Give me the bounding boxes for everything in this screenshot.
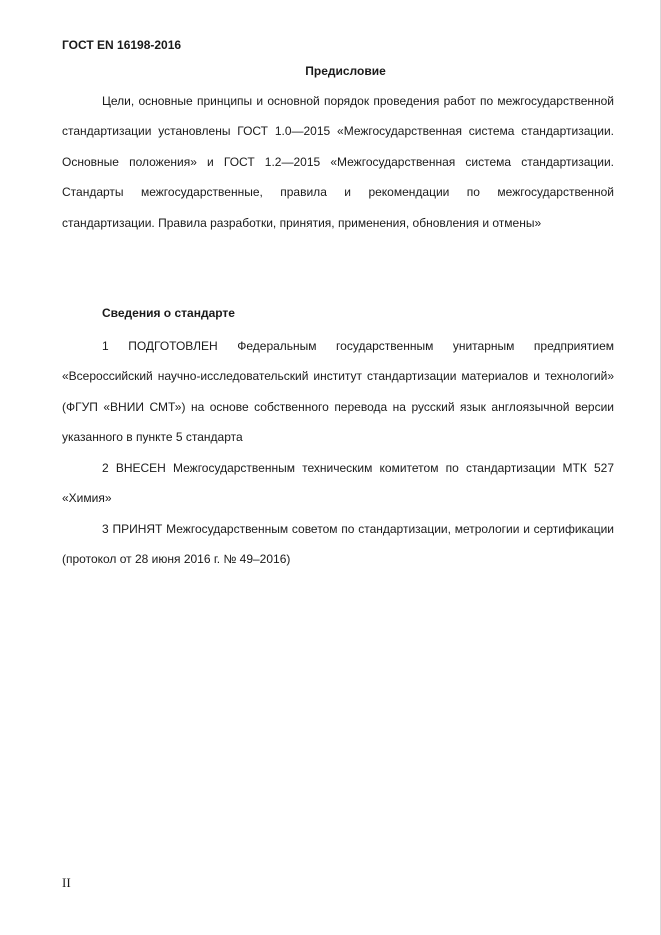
list-item-text: 2 ВНЕСЕН Межгосударственным техническим комитетом по стандартизации МТК 527 «Химия» [62,461,614,506]
intro-paragraph [62,86,614,238]
list-item [62,453,614,514]
document-header: ГОСТ EN 16198-2016 [62,38,182,52]
section-heading: Сведения о стандарте [102,306,235,320]
list-item-text: 3 ПРИНЯТ Межгосударственным советом по стандартизации, метрологии и сертификации (протокол от 28 июня 2016 г. № 49–2016) [62,522,614,567]
intro-paragraph-text: Цели, основные принципы и основной порядок проведения работ по межгосударственной стандартизации установлены ГОСТ 1.0—2015 «Межгосударственная система стандартизации. Основные положения» и ГОСТ 1.2—2015 «Межгосударственная система стандартизации. Стандарты межгосударственные, правила и рекомендации по межгосударственной стандартизации. Правила разработки, принятия, применения, обновления и отмены» [62,94,614,230]
page-number: II [62,875,71,890]
list-item-text: 1 ПОДГОТОВЛЕН Федеральным государственным унитарным предприятием «Всероссийский научно-исследовательский институт стандартизации материалов и технологий» (ФГУП «ВНИИ СМТ») на основе собственного перевода на русский язык англоязычной версии указанного в пункте 5 стандарта [62,339,614,445]
list-item [62,514,614,575]
list-item [62,331,614,453]
page-title: Предисловие [305,64,386,78]
